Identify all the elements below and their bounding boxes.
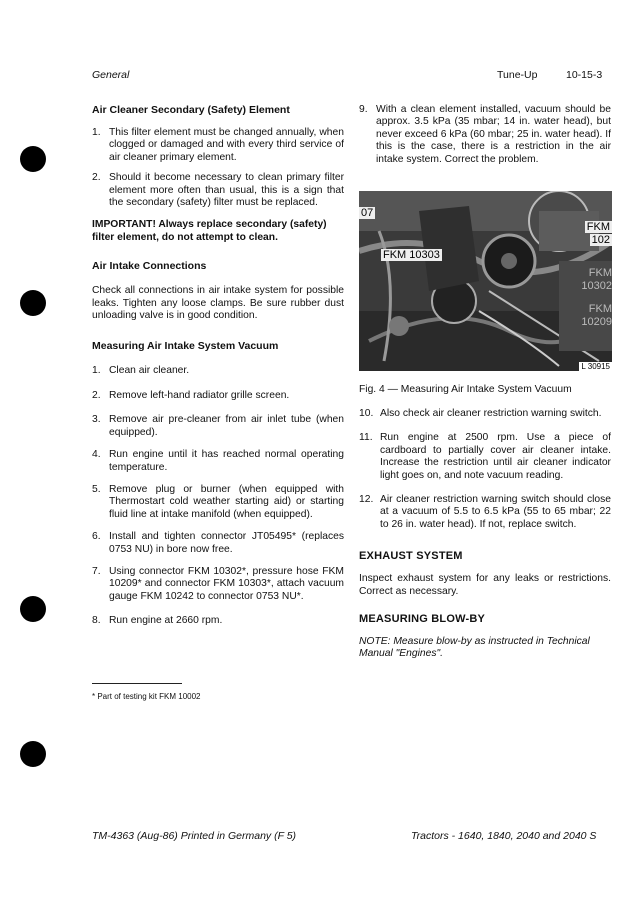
punch-hole-icon <box>20 290 46 316</box>
footnote-rule <box>92 683 182 684</box>
list-item <box>359 494 611 531</box>
list-item <box>359 432 611 482</box>
item-text: With a clean element installed, vacuum should be approx. 3.5 kPa (35 mbar; 14 in. water head), but never exceed 6 kPa (60 mbar; 25 in. water head). If this is the case, there is a restriction in the air intake system. Correct the problem. <box>376 104 611 165</box>
item-number: 11. <box>359 432 373 444</box>
blowby-heading: MEASURING BLOW-BY <box>359 613 486 626</box>
list-item <box>359 408 611 420</box>
vacuum-gauge-photo <box>359 191 612 371</box>
exhaust-heading: EXHAUST SYSTEM <box>359 550 463 563</box>
item-number: 7. <box>92 565 101 577</box>
header-section: Tune-Up <box>497 69 538 81</box>
item-text: Remove plug or burner (when equipped with Thermostart cold weather starting aid) or starting fluid line at intake manifold (when equipped). <box>109 483 344 520</box>
list-item <box>92 172 344 209</box>
item-number: 3. <box>92 414 101 426</box>
important-note: IMPORTANT! Always replace secondary (safety) filter element, do not attempt to clean. <box>92 219 327 243</box>
left-column <box>92 104 344 628</box>
photo-label: FKM <box>588 303 612 315</box>
punch-hole-icon <box>20 741 46 767</box>
photo-label: FKM 10303 <box>383 249 440 261</box>
item-text: Also check air cleaner restriction warning switch. <box>380 408 602 419</box>
list-item <box>359 104 611 166</box>
item-number: 4. <box>92 449 101 461</box>
figure-caption: Fig. 4 — Measuring Air Intake System Vacuum <box>359 384 572 395</box>
list-item <box>92 449 344 474</box>
header-page-number: 10-15-3 <box>566 69 603 81</box>
item-number: 6. <box>92 531 101 543</box>
header-chapter: General <box>92 69 130 81</box>
item-text: This filter element must be changed annually, when clogged or damaged and with every third service of air cleaner primary element. <box>109 127 344 163</box>
item-number: 1. <box>92 127 101 138</box>
photo-label: 10209 <box>581 316 612 328</box>
item-number: 12. <box>359 494 374 506</box>
item-number: 2. <box>92 172 101 184</box>
list-item <box>92 390 344 402</box>
list-item <box>92 566 344 603</box>
right-column-top <box>359 104 611 166</box>
blowby-note: NOTE: Measure blow-by as instructed in Technical Manual "Engines". <box>359 636 590 660</box>
photo-label: 102 <box>591 234 610 246</box>
item-text: Remove air pre-cleaner from air inlet tube (when equipped). <box>109 414 344 438</box>
photo-label: FKM <box>586 221 610 233</box>
item-number: 1. <box>92 365 101 377</box>
item-text: Run engine at 2660 rpm. <box>109 615 223 627</box>
photo-code: L 30915 <box>581 362 610 371</box>
punch-hole-icon <box>20 146 46 172</box>
item-number: 2. <box>92 389 101 401</box>
item-text: Using connector FKM 10302*, pressure hose FKM 10209* and connector FKM 10303*, attach vacuum gauge FKM 10242 to connector 0753 NU*. <box>109 565 344 602</box>
item-text: Run engine until it has reached normal operating temperature. <box>109 449 344 473</box>
item-text: Run engine at 2500 rpm. Use a piece of cardboard to partially cover air cleaner intake. Increase the restriction until air cleaner indicator light goes on, and note vacuum reading. <box>380 432 611 481</box>
secondary-element-heading: Air Cleaner Secondary (Safety) Element <box>92 104 290 116</box>
list-item <box>92 615 344 627</box>
right-column-bottom <box>359 408 611 661</box>
item-number: 8. <box>92 615 101 627</box>
item-text: Should it become necessary to clean primary filter element more often than usual, this is a sign that the secondary (safety) filter must be replaced. <box>109 172 344 209</box>
item-text: Remove left-hand radiator grille screen. <box>109 389 290 401</box>
exhaust-text: Inspect exhaust system for any leaks or restrictions. Correct as necessary. <box>359 573 611 597</box>
vacuum-heading: Measuring Air Intake System Vacuum <box>92 340 279 353</box>
footnote: * Part of testing kit FKM 10002 <box>92 692 201 701</box>
list-item <box>92 484 344 521</box>
list-item <box>92 531 344 556</box>
photo-label: FKM <box>588 267 612 279</box>
footer-manual-id: TM-4363 (Aug-86) Printed in Germany (F 5) <box>92 830 297 842</box>
item-number: 10. <box>359 408 374 419</box>
item-text: Install and tighten connector JT05495* (replaces 0753 NU) in bore now free. <box>109 531 344 555</box>
item-text: Clean air cleaner. <box>109 365 190 377</box>
list-item <box>92 365 344 377</box>
intake-heading: Air Intake Connections <box>92 260 207 273</box>
punch-hole-icon <box>20 596 46 622</box>
list-item <box>92 414 344 439</box>
item-number: 5. <box>92 483 101 495</box>
footer-models: Tractors - 1640, 1840, 2040 and 2040 S <box>411 830 597 842</box>
photo-label: 07 <box>361 207 374 219</box>
item-text: Air cleaner restriction warning switch should close at a vacuum of 5.5 to 6.5 kPa (55 to 65 mbar; 22 to 26 in. water head). If not, replace switch. <box>380 494 611 530</box>
item-number: 9. <box>359 104 368 115</box>
intake-text: Check all connections in air intake system for possible leaks. Tighten any loose clamps. Be sure rubber dust unloading valve is in good condition. <box>92 285 344 322</box>
photo-label: 10302 <box>581 280 612 292</box>
list-item <box>92 127 344 164</box>
